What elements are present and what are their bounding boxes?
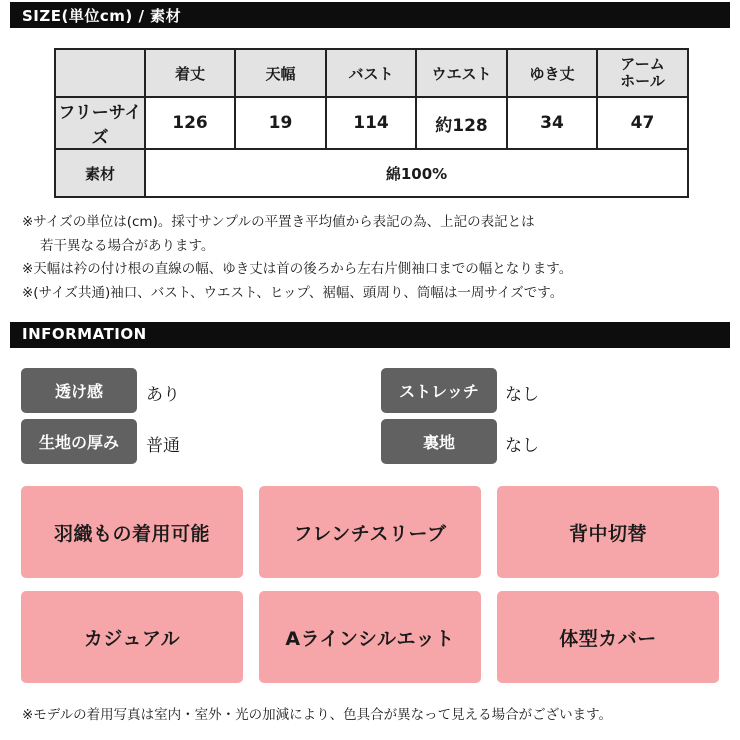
- feature-tile: カジュアル: [21, 591, 243, 683]
- feature-tile: 羽織もの着用可能: [21, 486, 243, 578]
- header-length: 着丈: [145, 49, 235, 97]
- header-armhole-line1: アーム: [620, 55, 665, 73]
- material-value: 綿100%: [145, 149, 688, 197]
- value-transparency: あり: [146, 385, 180, 405]
- size-table-header-row: [55, 49, 688, 97]
- value-waist: 約128: [416, 97, 507, 149]
- size-table-corner: [55, 49, 145, 97]
- info-section-title: INFORMATION: [22, 325, 147, 343]
- feature-tile: 背中切替: [497, 486, 719, 578]
- header-shoulder-width: 天幅: [235, 49, 326, 97]
- header-bust: バスト: [326, 49, 416, 97]
- feature-tile: 体型カバー: [497, 591, 719, 683]
- tag-transparency: 透け感: [21, 368, 137, 413]
- tag-fabric-thickness: 生地の厚み: [21, 419, 137, 464]
- header-armhole-line2: ホール: [620, 72, 665, 90]
- value-bust: 114: [326, 97, 416, 149]
- size-table-row-material: [55, 149, 688, 197]
- note-line: ※(サイズ共通)袖口、バスト、ウエスト、ヒップ、裾幅、頭周り、筒幅は一周サイズです。: [22, 284, 564, 301]
- row-label-material: 素材: [55, 149, 145, 197]
- photo-color-disclaimer: ※モデルの着用写真は室内・室外・光の加減により、色具合が異なって見える場合がございます。: [22, 707, 613, 723]
- size-table-row-free: [55, 97, 688, 149]
- value-stretch: なし: [505, 385, 539, 405]
- value-length: 126: [145, 97, 235, 149]
- size-notes: [22, 211, 572, 305]
- header-sleeve-length: ゆき丈: [507, 49, 597, 97]
- header-waist: ウエスト: [416, 49, 507, 97]
- value-fabric-thickness: 普通: [146, 436, 180, 456]
- value-shoulder-width: 19: [235, 97, 326, 149]
- size-section-title: SIZE(単位cm) / 素材: [22, 7, 182, 25]
- tag-lining: 裏地: [381, 419, 497, 464]
- size-section-header: [10, 2, 730, 28]
- info-section-header: [10, 322, 730, 348]
- header-armhole: [597, 49, 688, 97]
- feature-tile: Aラインシルエット: [259, 591, 481, 683]
- note-line: ※サイズの単位は(cm)。採寸サンプルの平置き平均値から表記の為、上記の表記とは: [22, 214, 535, 230]
- row-label-free-size: フリーサイズ: [55, 97, 145, 149]
- note-line: 若干異なる場合があります。: [40, 237, 215, 254]
- value-armhole: 47: [597, 97, 688, 149]
- tag-stretch: ストレッチ: [381, 368, 497, 413]
- feature-tile: フレンチスリーブ: [259, 486, 481, 578]
- note-line: ※天幅は衿の付け根の直線の幅、ゆき丈は首の後ろから左右片側袖口までの幅となります。: [22, 261, 573, 277]
- value-sleeve-length: 34: [507, 97, 597, 149]
- size-table: [54, 48, 689, 198]
- value-lining: なし: [505, 436, 539, 456]
